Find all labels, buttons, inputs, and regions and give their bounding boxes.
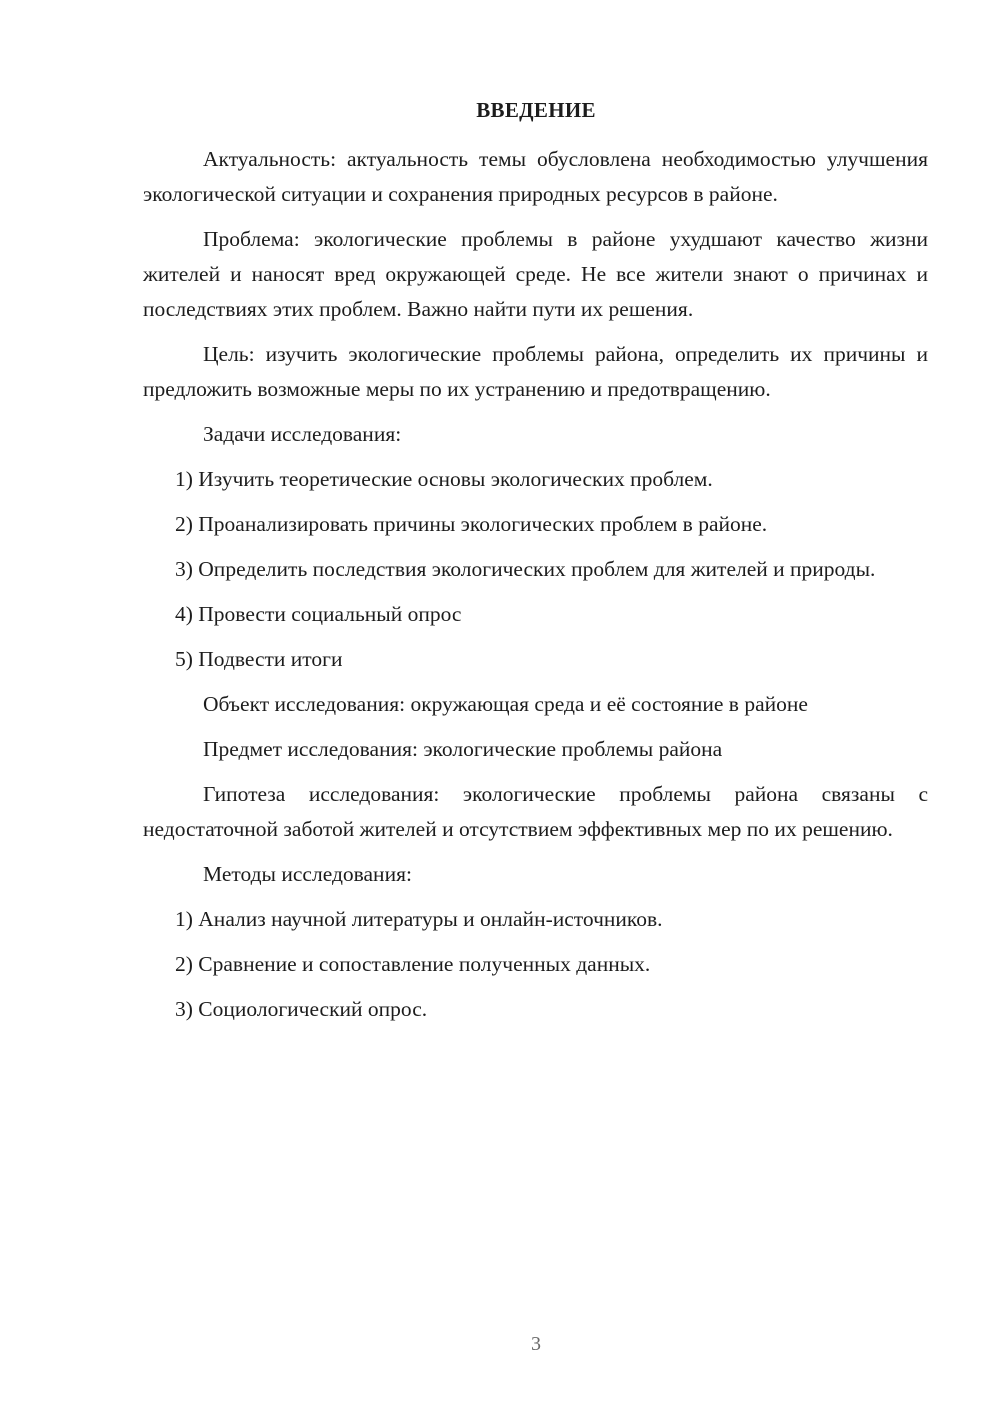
hypothesis-paragraph: Гипотеза исследования: экологические проблемы района связаны с недостаточной заботой жителей и отсутствием эффективных мер по их решению. (143, 782, 928, 841)
page-number: 3 (531, 1333, 541, 1355)
task-item: 2) Проанализировать причины экологических проблем в районе. (175, 512, 768, 536)
task-item: 5) Подвести итоги (175, 647, 343, 671)
body-text (143, 142, 928, 1037)
relevance-paragraph: Актуальность: актуальность темы обусловлена необходимостью улучшения экологической ситуации и сохранения природных ресурсов в районе. (143, 147, 928, 206)
problem-paragraph: Проблема: экологические проблемы в районе ухудшают качество жизни жителей и наносят вред окружающей среде. Не все жители знают о причинах и последствиях этих проблем. Важно найти пути их решения. (143, 227, 928, 321)
task-item: 3) Определить последствия экологических проблем для жителей и природы. (175, 557, 876, 581)
task-item: 1) Изучить теоретические основы экологических проблем. (175, 467, 713, 491)
task-item: 4) Провести социальный опрос (175, 602, 462, 626)
section-title: ВВЕДЕНИЕ (476, 98, 596, 122)
method-item: 3) Социологический опрос. (175, 997, 428, 1021)
goal-paragraph: Цель: изучить экологические проблемы района, определить их причины и предложить возможные меры по их устранению и предотвращению. (143, 342, 928, 401)
methods-heading: Методы исследования: (203, 862, 412, 886)
method-item: 1) Анализ научной литературы и онлайн-источников. (175, 907, 663, 931)
subject-paragraph: Предмет исследования: экологические проблемы района (203, 737, 723, 761)
tasks-heading: Задачи исследования: (203, 422, 402, 446)
method-item: 2) Сравнение и сопоставление полученных данных. (175, 952, 651, 976)
object-paragraph: Объект исследования: окружающая среда и её состояние в районе (203, 692, 808, 716)
